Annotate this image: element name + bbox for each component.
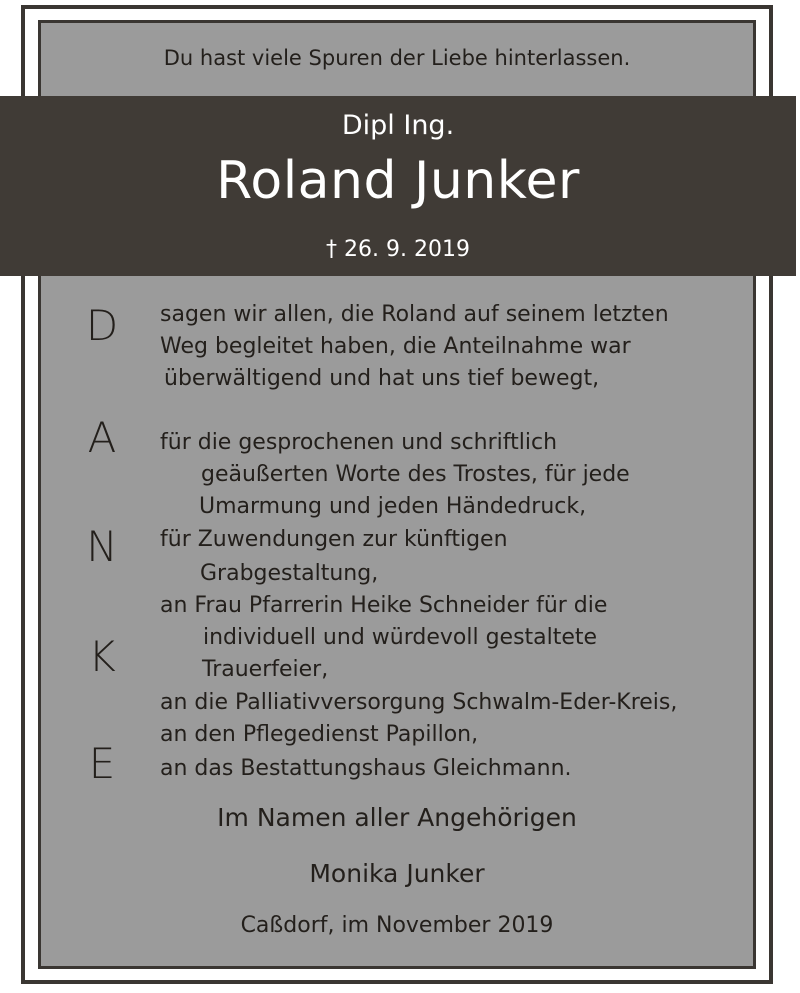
place-date: Caßdorf, im November 2019 — [240, 913, 554, 938]
thanks-line: Umarmung und jeden Händedruck, — [199, 494, 587, 519]
thanks-line: geäußerten Worte des Trostes, für jede — [201, 462, 630, 487]
death-date: † 26. 9. 2019 — [326, 237, 470, 262]
signatory: Monika Junker — [309, 859, 485, 888]
acrostic-letter: E — [88, 739, 116, 788]
deceased-name: Roland Junker — [216, 151, 580, 211]
acrostic-letter: A — [87, 413, 117, 462]
motto: Du hast viele Spuren der Liebe hinterlassen. — [163, 46, 631, 70]
thanks-line: an Frau Pfarrerin Heike Schneider für die — [160, 593, 608, 618]
thanks-line: individuell und würdevoll gestaltete — [203, 625, 598, 650]
thanks-line: für die gesprochenen und schriftlich — [160, 430, 558, 455]
thanks-line: Grabgestaltung, — [200, 561, 379, 586]
name-band — [0, 96, 796, 276]
thanks-line: Weg begleitet haben, die Anteilnahme war — [160, 334, 631, 359]
closing-phrase: Im Namen aller Angehörigen — [217, 803, 577, 832]
thanks-line: Trauerfeier, — [202, 657, 329, 682]
acrostic-letter: N — [86, 522, 118, 571]
thanks-line: an das Bestattungshaus Gleichmann. — [160, 756, 572, 781]
thanks-line: sagen wir allen, die Roland auf seinem letzten — [160, 302, 669, 327]
acrostic-letter: K — [88, 632, 116, 681]
thanks-line: an die Palliativversorgung Schwalm-Eder-Kreis, — [160, 690, 678, 715]
academic-title: Dipl Ing. — [341, 110, 455, 141]
thanks-line: für Zuwendungen zur künftigen — [160, 527, 508, 552]
acrostic-letter: D — [85, 301, 119, 350]
thanks-line: überwältigend und hat uns tief bewegt, — [164, 366, 600, 391]
thanks-line: an den Pflegedienst Papillon, — [160, 722, 479, 747]
